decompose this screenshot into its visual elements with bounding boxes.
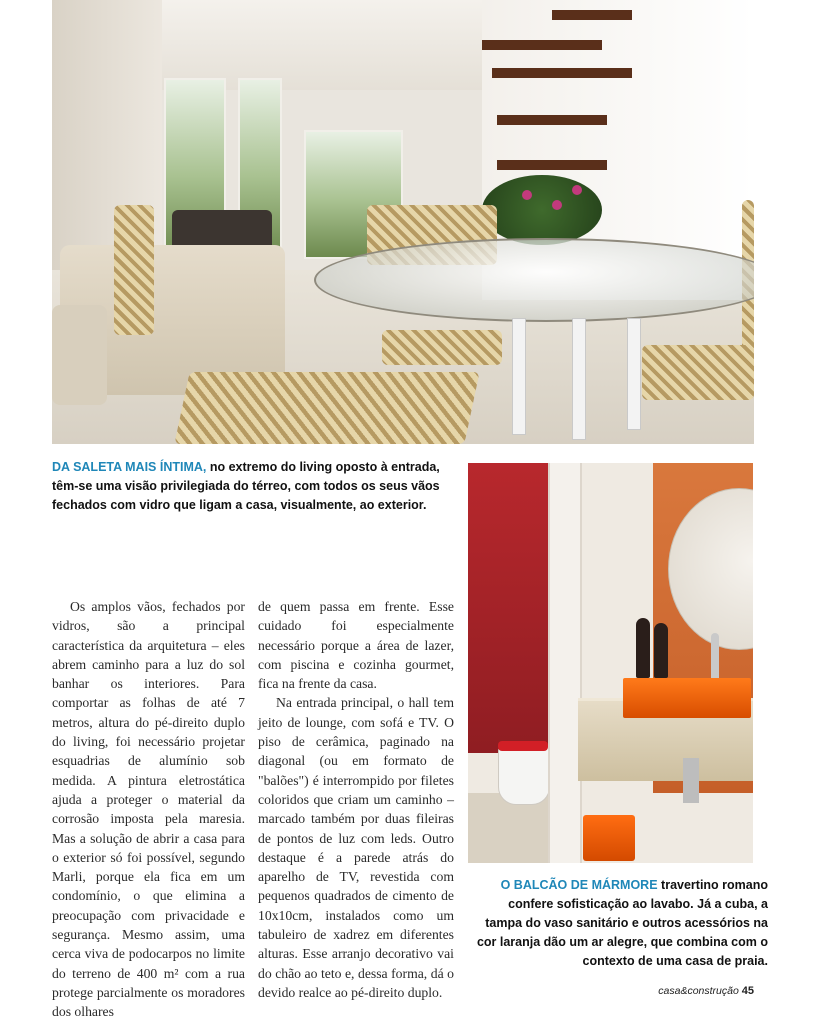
top-photo-caption	[52, 458, 462, 515]
page-number: 45	[741, 985, 754, 997]
lavabo-photo-caption	[468, 876, 768, 971]
page-footer	[658, 985, 754, 997]
article-column-2	[258, 597, 454, 1002]
caption-lead: O BALCÃO DE MÁRMORE	[500, 878, 658, 892]
caption-text: travertino romano confere sofisticação ao lavabo. Já a cuba, a tampa do vaso sanitário e outros acessórios na cor laranja dão um ar alegre, que combina com o contexto de uma casa de praia.	[476, 878, 768, 968]
magazine-name: casa&construção	[658, 985, 739, 997]
article-paragraph: Os amplos vãos, fechados por vidros, são a principal característica da arquitetura – eles abrem caminho para a luz do sol banhar os interiores. Para comportar as folhas de até 7 metros, altura do pé-direito duplo do living, foi necessário projetar esquadrias de alumínio sob medida. A pintura eletrostática ajuda a proteger o material da corrosão imposta pela maresia. Mas a solução de abrir a casa para o exterior só foi possível, segundo Marli, porque ela fica em um condomínio, o que elimina a preocupação com privacidade e segurança. Mesmo assim, uma cerca viva de podocarpos no limite do terreno de 400 m² com a rua protege parcialmente os moradores dos olhares	[52, 599, 245, 1020]
article-paragraph: Na entrada principal, o hall tem jeito de lounge, com sofá e TV. O piso de cerâmica, paginado na diagonal (ou em formato de "balões") é interrompido por filetes coloridos que criam um caminho – marcado também por duas fileiras de pontos de luz com leds. Outro destaque é a parede atrás do aparelho de TV, revestida com pequenos quadrados de cimento de 10x10cm, instalados como um tabuleiro de xadrez em diferentes alturas. Esse arranjo decorativo vai do chão ao teto e, dessa forma, dá o devido realce ao pé-direito duplo.	[258, 695, 454, 1000]
article-paragraph: de quem passa em frente. Esse cuidado foi especialmente necessário porque a área de lazer, com piscina e cozinha gourmet, fica na frente da casa.	[258, 599, 454, 692]
lavabo-photo	[468, 463, 753, 863]
article-column-1	[52, 597, 245, 1022]
caption-text: no extremo do living oposto à entrada, têm-se uma visão privilegiada do térreo, com todos os seus vãos fechados com vidro que ligam a casa, visualmente, ao exterior.	[52, 460, 440, 512]
caption-lead: DA SALETA MAIS ÍNTIMA,	[52, 460, 207, 474]
living-room-photo	[52, 0, 754, 444]
